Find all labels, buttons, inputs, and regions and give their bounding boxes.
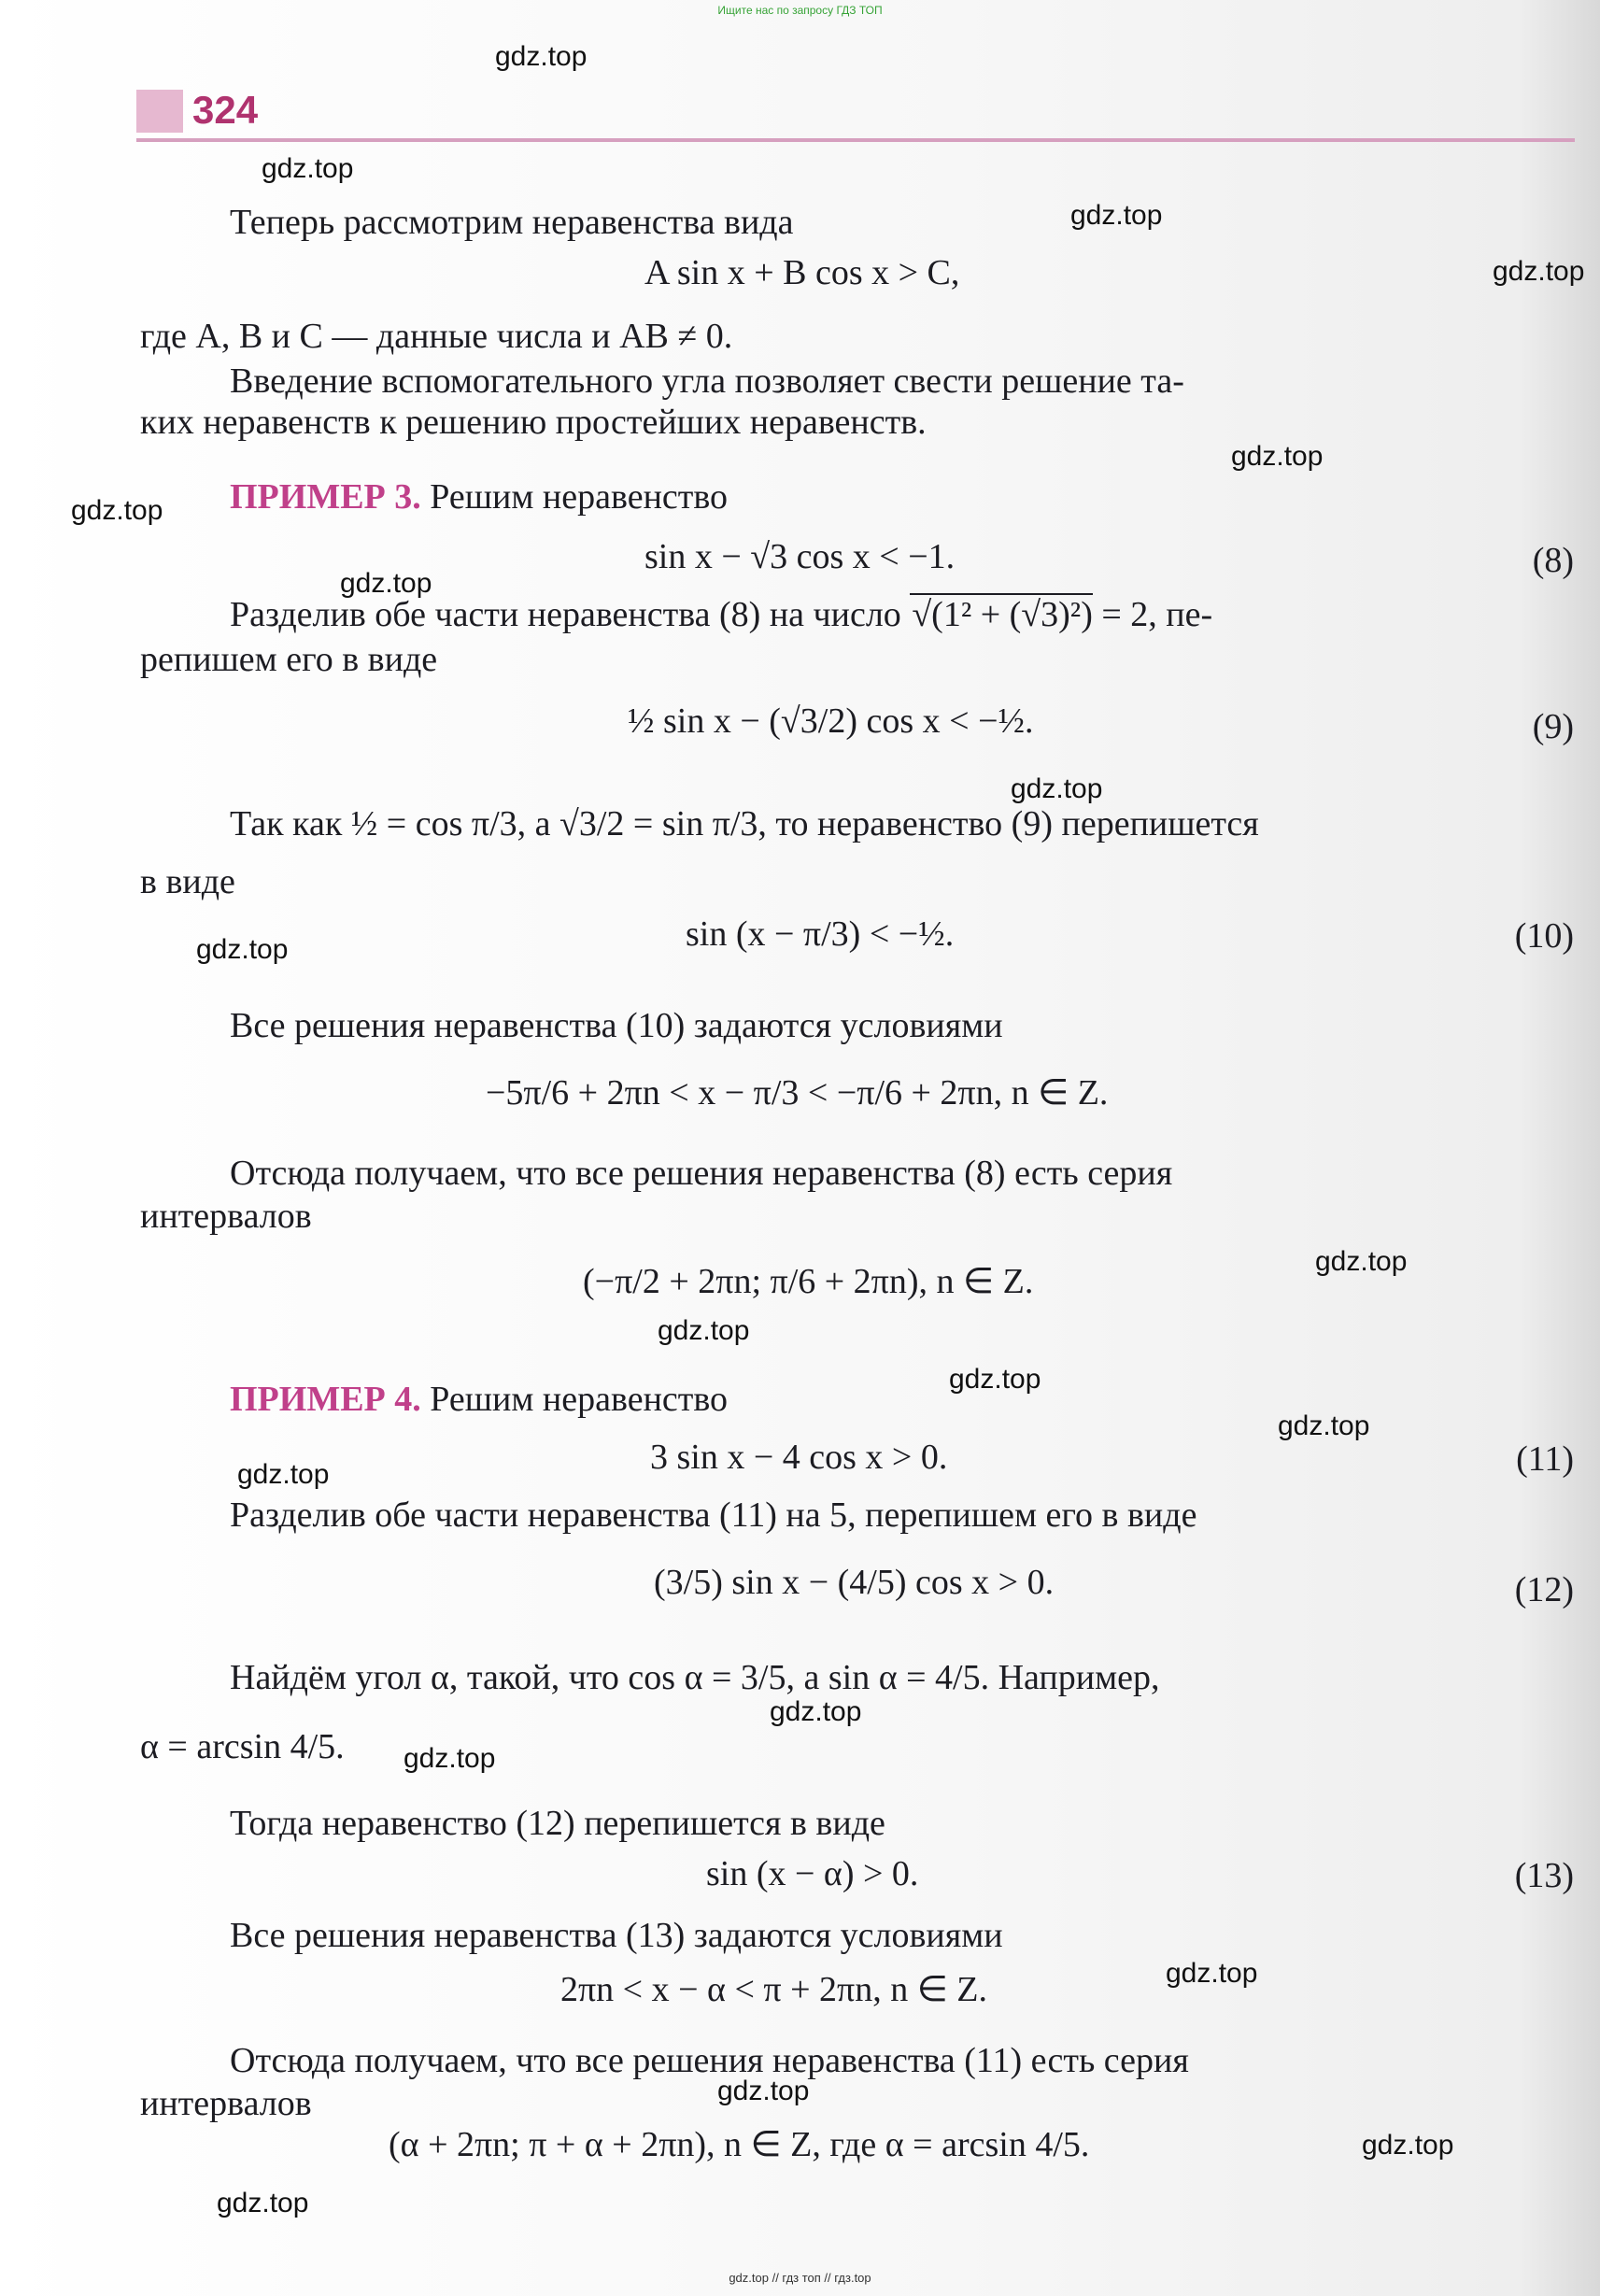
all-solutions-text: Все решения неравенства (10) задаются условиями (230, 1006, 1003, 1045)
watermark: gdz.top (237, 1459, 330, 1490)
divide-text (230, 596, 1212, 635)
watermark: gdz.top (262, 153, 354, 184)
divide-text-start: Разделив обе части неравенства (8) на число (230, 595, 901, 634)
example-text: Решим неравенство (430, 1380, 729, 1419)
watermark: gdz.top (1231, 441, 1324, 472)
interval-11: (α + 2πn; π + α + 2πn), n ∈ Z, где α = arcsin 4/5. (389, 2125, 1090, 2164)
condition-13: 2πn < x − α < π + 2πn, n ∈ Z. (560, 1970, 988, 2009)
divide-text-end: = 2, пе- (1101, 595, 1213, 634)
page-number: 324 (192, 88, 259, 132)
watermark: gdz.top (1166, 1958, 1258, 1989)
equation-10: sin (x − π/3) < −½. (686, 914, 955, 954)
equation-number: (12) (1514, 1570, 1574, 1609)
watermark: gdz.top (404, 1743, 496, 1774)
example-label: ПРИМЕР 3. (230, 477, 421, 517)
page-number-block (136, 90, 183, 133)
then-text: Тогда неравенство (12) перепишется в виде (230, 1804, 885, 1843)
watermark: gdz.top (217, 2188, 309, 2218)
alpha-definition: α = arcsin 4/5. (140, 1727, 345, 1766)
watermark: gdz.top (495, 41, 588, 72)
find-angle-text: Найдём угол α, такой, что cos α = 3/5, а sin α = 4/5. Например, (230, 1658, 1160, 1697)
watermark: gdz.top (1278, 1410, 1370, 1441)
aux-angle-text: ких неравенств к решению простейших неравенств. (140, 403, 927, 442)
equation-number: (13) (1514, 1856, 1574, 1895)
watermark: gdz.top (1493, 256, 1585, 287)
example-text: Решим неравенство (430, 477, 729, 517)
watermark: gdz.top (340, 568, 432, 599)
aux-angle-text: Введение вспомогательного угла позволяет свести решение та- (230, 361, 1184, 401)
page-header (136, 84, 1575, 142)
hence-text: Отсюда получаем, что все решения неравенства (11) есть серия (230, 2041, 1189, 2080)
hence-text: интервалов (140, 1197, 312, 1236)
intro-text: Теперь рассмотрим неравенства вида (230, 203, 794, 242)
watermark: gdz.top (1362, 2130, 1454, 2161)
watermark: gdz.top (71, 495, 163, 526)
example-3-heading (230, 478, 728, 517)
divide-five-text: Разделив обе части неравенства (11) на 5, перепишем его в виде (230, 1495, 1197, 1535)
interval-8: (−π/2 + 2πn; π/6 + 2πn), n ∈ Z. (583, 1262, 1034, 1301)
divide-text: репишем его в виде (140, 640, 438, 679)
watermark: gdz.top (1011, 773, 1103, 804)
watermark: gdz.top (658, 1315, 750, 1346)
equation-9: ½ sin x − (√3/2) cos x < −½. (628, 702, 1034, 741)
watermark: gdz.top (196, 934, 289, 965)
equation-8: sin x − √3 cos x < −1. (644, 537, 956, 576)
condition-10: −5π/6 + 2πn < x − π/3 < −π/6 + 2πn, n ∈ Z. (486, 1073, 1109, 1113)
example-4-heading (230, 1381, 728, 1420)
watermark: gdz.top (1070, 200, 1163, 231)
form-equation: A sin x + B cos x > C, (644, 253, 960, 292)
equation-number: (10) (1514, 916, 1574, 956)
equation-number: (8) (1532, 541, 1574, 580)
watermark: gdz.top (949, 1364, 1041, 1395)
equation-number: (9) (1532, 707, 1574, 746)
equation-number: (11) (1516, 1439, 1574, 1479)
in-form-text: в виде (140, 862, 235, 901)
where-text: где A, B и C — данные числа и AB ≠ 0. (140, 317, 733, 356)
sqrt-expression: √(1² + (√3)²) (912, 595, 1093, 634)
since-text: Так как ½ = cos π/3, а √3/2 = sin π/3, то неравенство (9) перепишется (230, 804, 1259, 843)
watermark: gdz.top (717, 2076, 810, 2106)
equation-11: 3 sin x − 4 cos x > 0. (650, 1438, 948, 1477)
equation-12: (3/5) sin x − (4/5) cos x > 0. (654, 1563, 1055, 1602)
watermark: gdz.top (1315, 1246, 1408, 1277)
all-solutions-text: Все решения неравенства (13) задаются условиями (230, 1916, 1003, 1955)
header-rule (136, 138, 1575, 142)
footer-note: gdz.top // гдз топ // гдз.top (729, 2271, 871, 2285)
top-note: Ищите нас по запросу ГДЗ ТОП (717, 4, 883, 17)
watermark: gdz.top (770, 1696, 862, 1727)
example-label: ПРИМЕР 4. (230, 1380, 421, 1419)
hence-text: Отсюда получаем, что все решения неравенства (8) есть серия (230, 1154, 1173, 1193)
equation-13: sin (x − α) > 0. (706, 1854, 919, 1893)
hence-text: интервалов (140, 2084, 312, 2123)
